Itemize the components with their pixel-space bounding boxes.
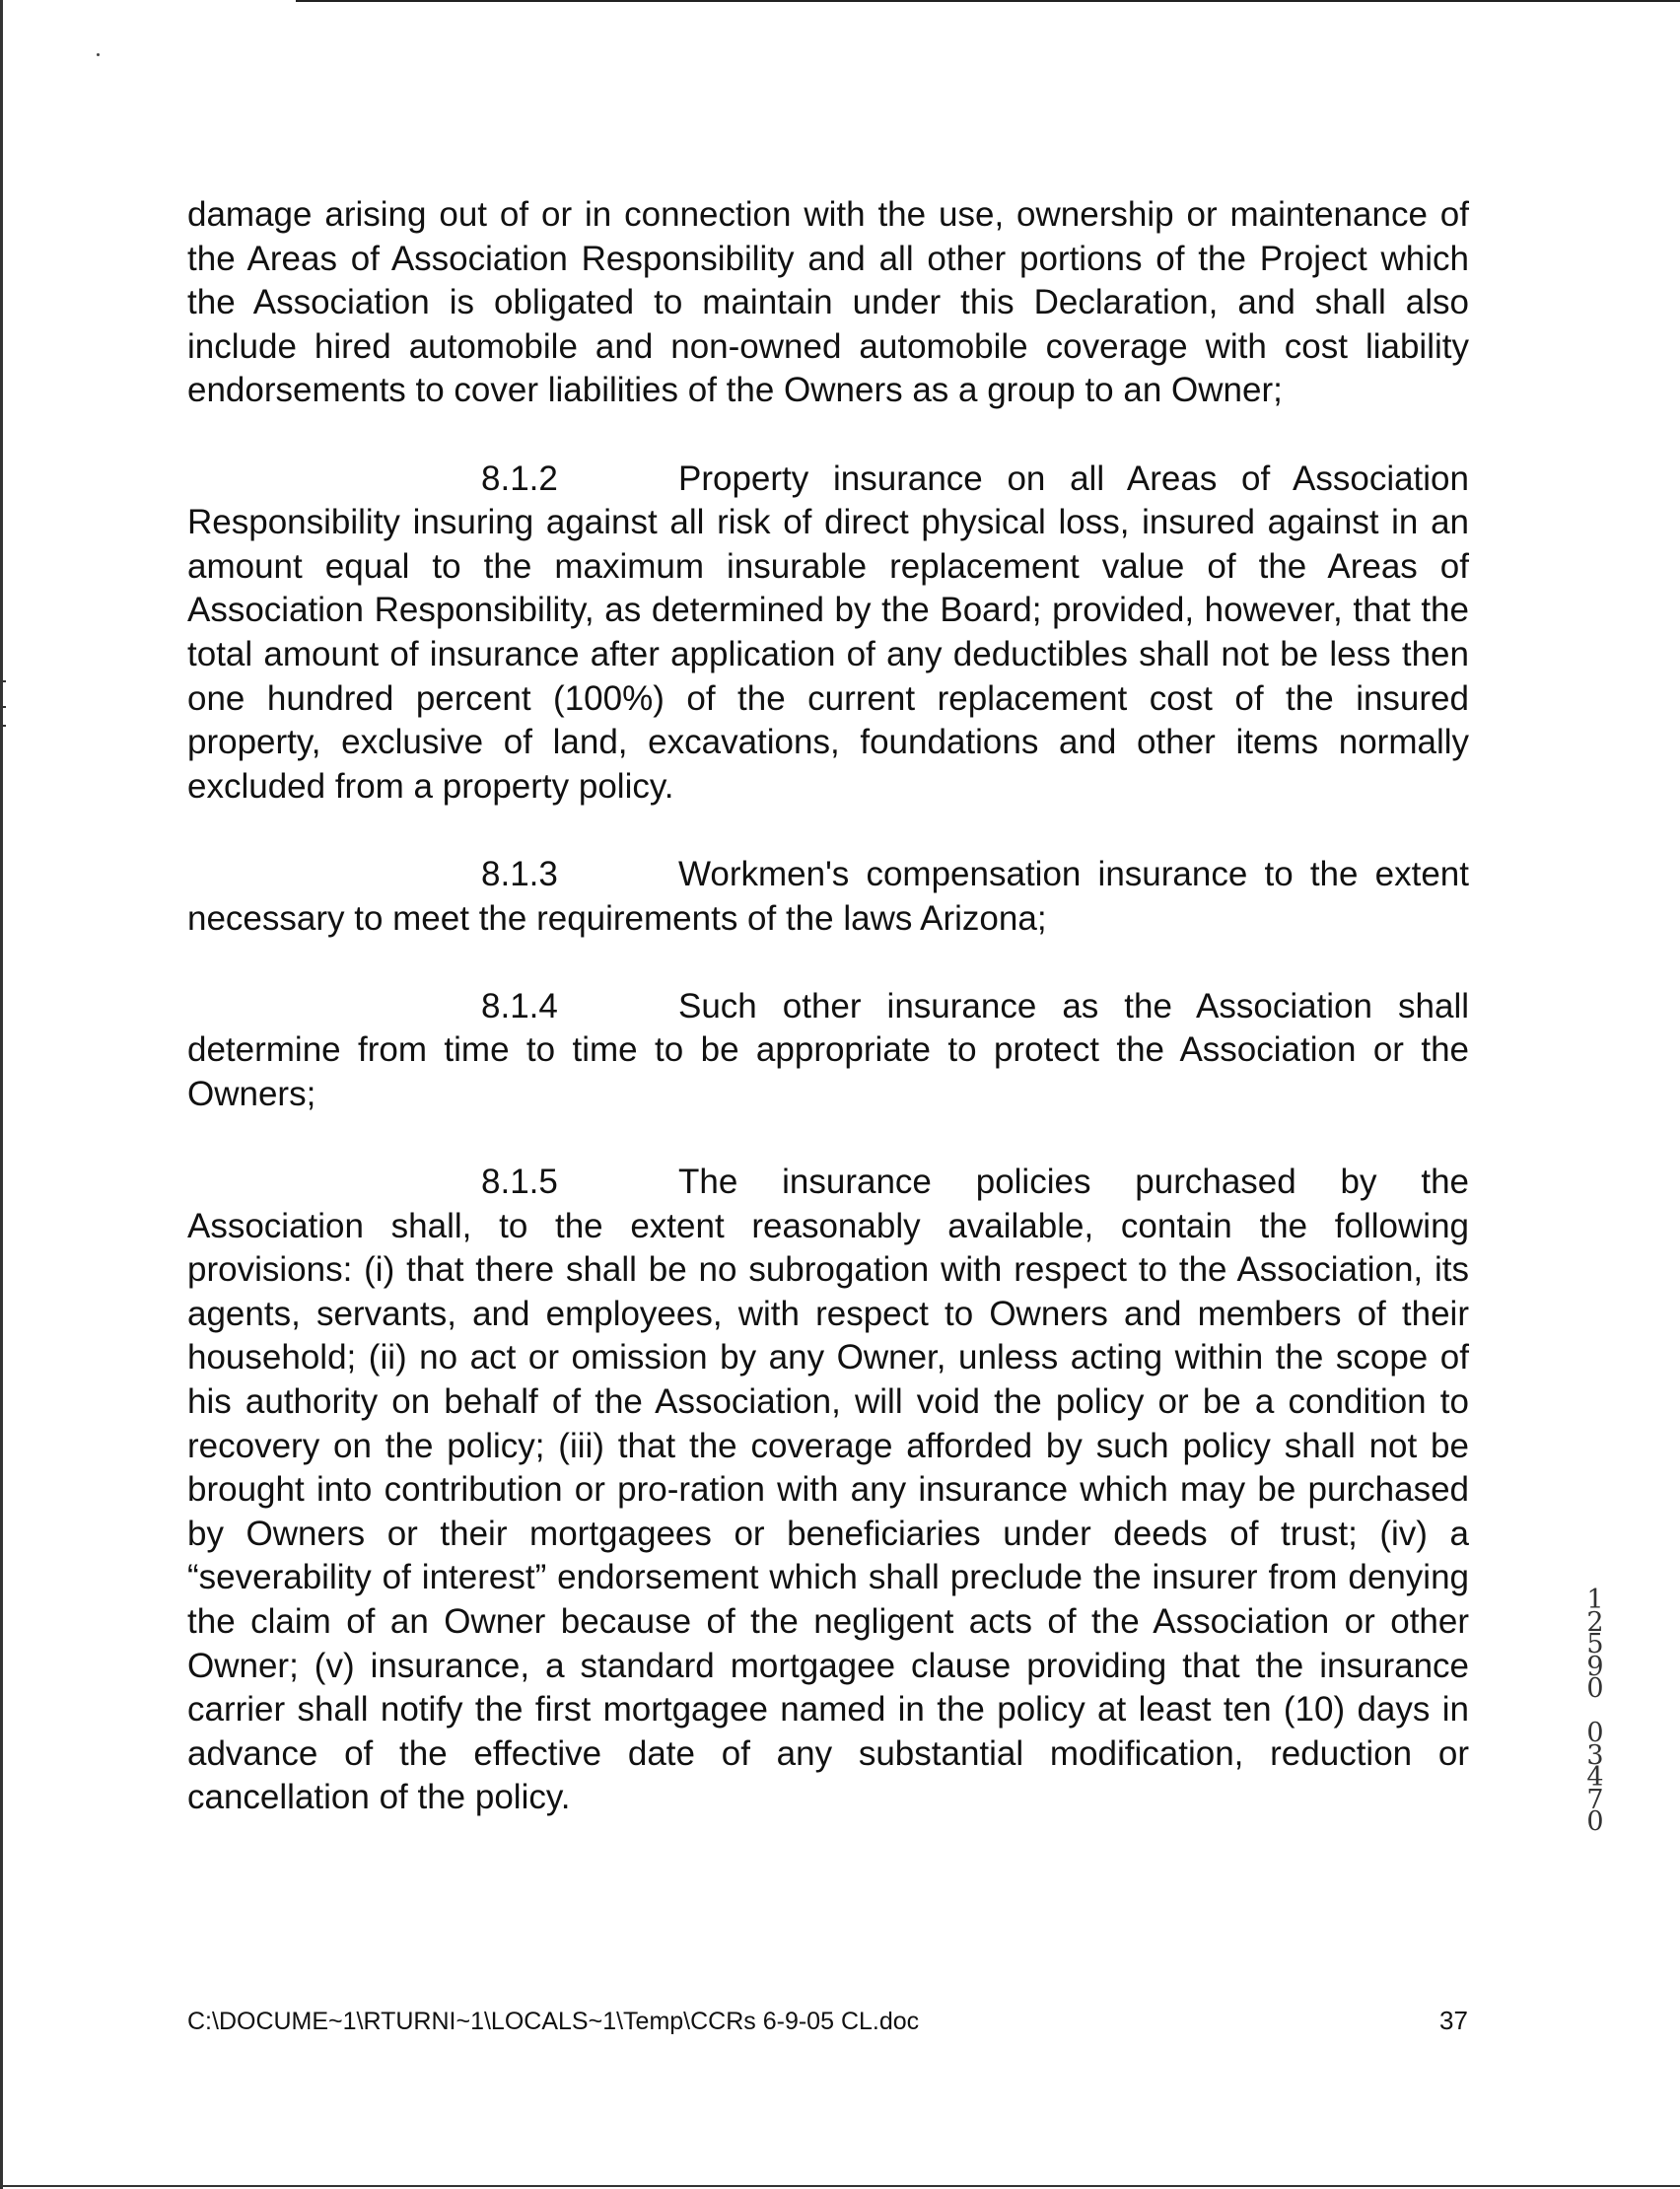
- footer-file-path: C:\DOCUME~1\RTURNI~1\LOCALS~1\Temp\CCRs 6-9-05 CL.doc: [187, 2008, 920, 2035]
- stamp-digit: 7: [1586, 1784, 1604, 1815]
- section-text: Property insurance on all Areas of Association Responsibility insuring against all risk of direct physical loss, insured against in an amount equal to the maximum insurable replacement value of the Areas of Association Responsibility, as determined by the Board; provided, however, that the total amount of insurance after application of any deductibles shall not be less then one hundred percent (100%) of the current replacement cost of the insured property, exclusive of land, excavations, foundations and other items normally excluded from a property policy.: [187, 459, 1469, 806]
- page-number: 37: [1439, 2006, 1468, 2035]
- section-number: 8.1.5: [481, 1163, 558, 1202]
- stamp-digit: 9: [1586, 1651, 1604, 1682]
- scan-border-left: [0, 0, 3, 2189]
- stamp-digit: 0: [1586, 1806, 1604, 1837]
- scan-border-bottom: [0, 2185, 1680, 2187]
- section-8-1-2: [187, 458, 1469, 810]
- section-text: The insurance policies purchased by the Association shall, to the extent reasonably available, contain the following provisions: (i) that there shall be no subrogation with respect to the Association, its agents, servants, and employees, with respect to Owners and members of their household; (ii) no act or omission by any Owner, unless acting within the scope of his authority on behalf of the Association, will void the policy or be a condition to recovery on the policy; (iii) that the coverage afforded by such policy shall not be brought into contribution or pro-ration with any insurance which may be purchased by Owners or their mortgagees or beneficiaries under deeds of trust; (iv) a “severability of interest” endorsement which shall preclude the insurer from denying the claim of an Owner because of the negligent acts of the Association or other Owner; (v) insurance, a standard mortgagee clause providing that the insurance carrier shall notify the first mortgagee named in the policy at least ten (10) days in advance of the effective date of any substantial modification, reduction or cancellation of the policy.: [187, 1163, 1469, 1817]
- section-8-1-5: [187, 1161, 1469, 1820]
- stamp-digit: 0: [1586, 1673, 1604, 1704]
- section-text: Such other insurance as the Association shall determine from time to time to be appropriate to protect the Association or the Owners;: [187, 986, 1469, 1113]
- recording-stamp: [1575, 1585, 1615, 1837]
- stamp-digit: 2: [1586, 1606, 1604, 1638]
- stamp-digit: 4: [1586, 1762, 1604, 1793]
- paragraph-continuation: [187, 193, 1469, 413]
- section-8-1-4: [187, 985, 1469, 1117]
- scan-tick: [0, 706, 6, 708]
- section-number: 8.1.3: [481, 854, 558, 893]
- section-number: 8.1.4: [481, 986, 558, 1025]
- document-body: [187, 193, 1469, 1865]
- scan-tick: [0, 725, 6, 727]
- section-text: Workmen's compensation insurance to the extent necessary to meet the requirements of the laws Arizona;: [187, 854, 1469, 938]
- stamp-digit: 0: [1586, 1718, 1604, 1748]
- scan-border-top: [296, 0, 1680, 2]
- section-8-1-3: [187, 853, 1469, 941]
- paragraph-text: damage arising out of or in connection with the use, ownership or maintenance of the Areas of Association Responsibility and all other portions of the Project which the Association is obligated to maintain under this Declaration, and shall also include hired automobile and non-owned automobile coverage with cost liability endorsements to cover liabilities of the Owners as a group to an Owner;: [187, 195, 1469, 410]
- stamp-digit: 1: [1586, 1585, 1604, 1615]
- section-number: 8.1.2: [481, 459, 558, 498]
- stamp-digit: 5: [1586, 1629, 1604, 1659]
- stamp-digit: 3: [1586, 1739, 1604, 1771]
- scan-tick: [0, 680, 6, 682]
- scan-speck: [97, 53, 100, 56]
